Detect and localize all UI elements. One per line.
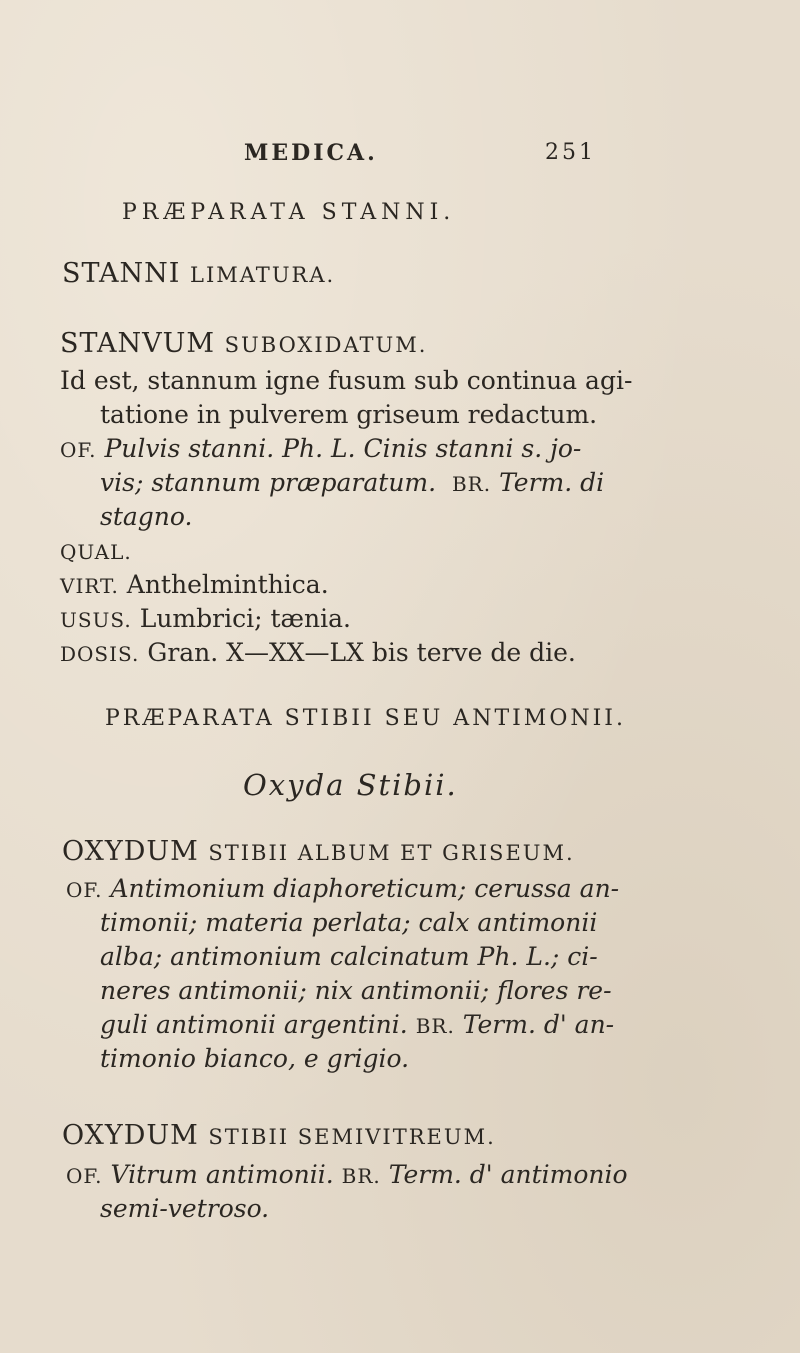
section-subtitle: Oxyda Stibii. <box>243 768 458 802</box>
dosis-line <box>60 636 576 671</box>
entry-heading-stanni-limatura <box>62 258 335 289</box>
synonyms-line-3 <box>100 500 192 534</box>
section-title-stibii: PRÆPARATA STIBII SEU ANTIMONII. <box>105 706 626 731</box>
usus-label: USUS. <box>60 608 132 632</box>
qual-line <box>60 534 132 569</box>
entry-heading-oxydum-semivitreum <box>62 1120 496 1151</box>
synonyms-line-2 <box>100 466 604 501</box>
synonyms-line-2: timonii; materia perlata; calx antimonii <box>100 908 598 937</box>
heading-cap: OXYDUM <box>62 1120 199 1151</box>
of-label: OF. <box>66 878 103 902</box>
dosis-text: Gran. X—XX—LX bis terve de die. <box>147 638 576 667</box>
dosis-label: DOSIS. <box>60 642 140 666</box>
entry-heading-oxydum-album <box>62 836 575 867</box>
page-number: 251 <box>545 140 596 165</box>
heading-cap: STANVUM <box>60 328 216 359</box>
synonyms-text: Vitrum antimonii. <box>110 1160 334 1189</box>
synonyms-text: stagno. <box>100 502 193 531</box>
heading-cap: STANNI <box>62 258 181 289</box>
virt-text: Anthelminthica. <box>126 570 329 599</box>
synonyms-line-3: alba; antimonium calcinatum Ph. L.; ci- <box>100 942 598 971</box>
italian-term: Term. d' an- <box>462 1010 615 1039</box>
virt-line <box>60 568 329 603</box>
italian-term: Term. d' antimonio <box>388 1160 628 1189</box>
definition-line-2: tatione in pulverem griseum redactum. <box>100 400 598 429</box>
synonyms-line-1 <box>66 872 619 907</box>
qual-label: QUAL. <box>60 540 132 564</box>
synonyms-text: guli antimonii argentini. <box>100 1010 408 1039</box>
of-label: OF. <box>60 438 97 462</box>
synonyms-text: vis; stannum præparatum. <box>100 468 437 497</box>
running-head-title: MEDICA. <box>244 140 378 166</box>
synonyms-line-4: neres antimonii; nix antimonii; flores re- <box>100 976 612 1005</box>
synonyms-line-5 <box>100 1008 614 1043</box>
heading-smallcaps: SUBOXIDATUM. <box>224 333 428 357</box>
br-label: BR. <box>451 472 492 496</box>
br-label: BR. <box>415 1014 455 1038</box>
heading-smallcaps: STIBII ALBUM ET GRISEUM. <box>208 841 575 865</box>
br-label: BR. <box>341 1164 381 1188</box>
heading-smallcaps: STIBII SEMIVITREUM. <box>208 1125 496 1149</box>
heading-cap: OXYDUM <box>62 836 199 867</box>
usus-line <box>60 602 351 637</box>
entry-heading-stannum-suboxidatum <box>60 328 427 359</box>
usus-text: Lumbrici; tænia. <box>139 604 351 633</box>
synonyms-line-2: semi-vetroso. <box>100 1194 270 1223</box>
synonyms-line-6: timonio bianco, e grigio. <box>100 1044 410 1073</box>
italian-term: Term. di <box>499 468 605 497</box>
definition-line-1: Id est, stannum igne fusum sub continua agi- <box>60 366 633 395</box>
synonyms-line-1 <box>66 1158 628 1193</box>
virt-label: VIRT. <box>60 574 119 598</box>
of-label: OF. <box>66 1164 103 1188</box>
synonyms-text: Pulvis stanni. Ph. L. Cinis stanni s. jo- <box>104 434 582 463</box>
synonyms-text: Antimonium diaphoreticum; cerussa an- <box>110 874 620 903</box>
heading-smallcaps: LIMATURA. <box>190 263 336 287</box>
section-title-stanni: PRÆPARATA STANNI. <box>122 200 456 225</box>
synonyms-line-1 <box>60 432 581 467</box>
